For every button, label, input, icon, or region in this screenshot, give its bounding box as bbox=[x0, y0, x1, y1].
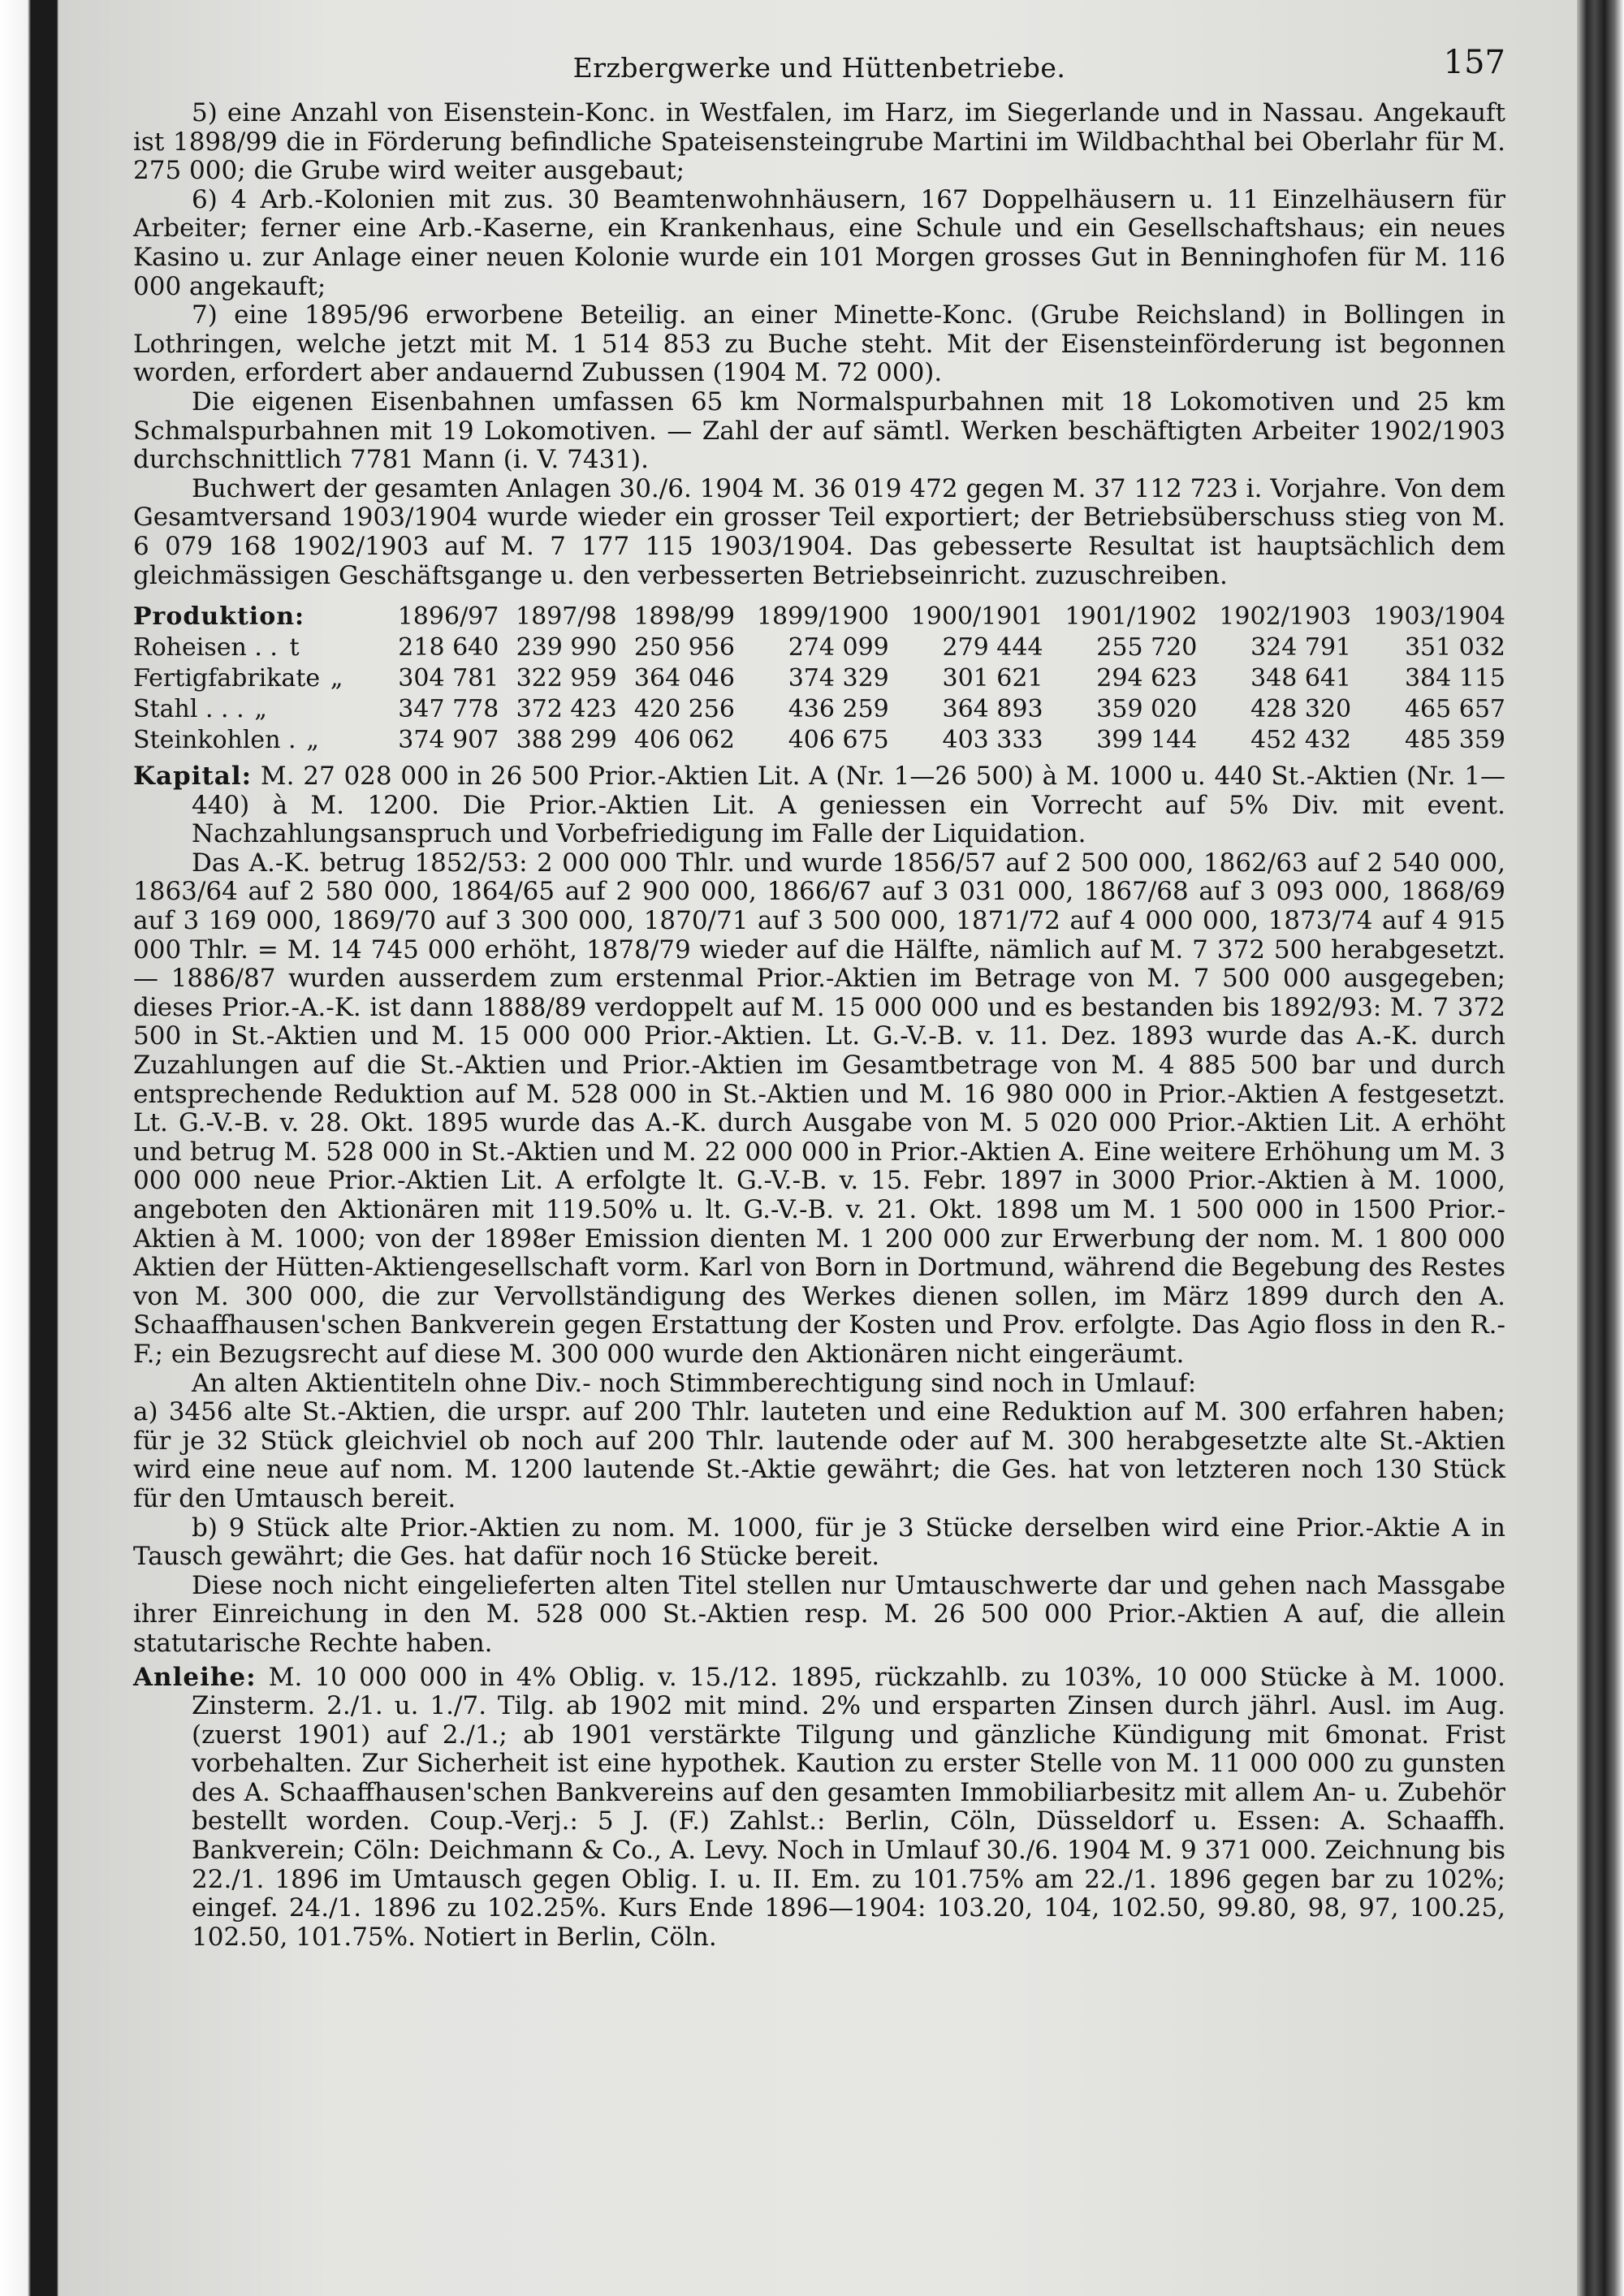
production-value: 364 046 bbox=[633, 664, 735, 693]
product-unit: „ bbox=[330, 664, 343, 693]
production-value: 420 256 bbox=[633, 695, 735, 724]
production-value: 364 893 bbox=[942, 695, 1043, 724]
alte-aktien-b: b) 9 Stück alte Prior.-Aktien zu nom. M. 1000, für je 3 Stücke derselben wird eine Prior.-Aktie A in Tausch gewährt; die Ges. hat dafür noch 16 Stücke bereit. bbox=[133, 1513, 1505, 1572]
production-value: 348 641 bbox=[1250, 664, 1352, 693]
production-value: 388 299 bbox=[516, 726, 617, 755]
year-header: 1903/1904 bbox=[1373, 602, 1505, 632]
production-value: 294 623 bbox=[1096, 664, 1198, 693]
production-value: 436 259 bbox=[788, 695, 889, 724]
page-header bbox=[133, 44, 1505, 99]
production-value: 274 099 bbox=[788, 633, 889, 662]
anleihe-paragraph bbox=[133, 1664, 1505, 1953]
scan-margin-left bbox=[0, 0, 58, 2296]
year-header: 1902/1903 bbox=[1219, 602, 1352, 632]
production-value: 403 333 bbox=[942, 726, 1043, 755]
production-value: 255 720 bbox=[1096, 633, 1198, 662]
production-value: 372 423 bbox=[516, 695, 617, 724]
kapital-label: Kapital: bbox=[133, 762, 253, 792]
production-table-block bbox=[133, 602, 1505, 756]
production-row bbox=[133, 694, 1505, 725]
kapital-text: M. 27 028 000 in 26 500 Prior.-Aktien Lit. A (Nr. 1—26 500) à M. 1000 u. 440 St.-Aktien (Nr. 1—440) à M. 1200. Die Prior.-Aktien Lit. A geniessen ein Vorrecht auf 5% Div. mit event. Nachzahlungsanspruch und Vorbefriedigung im Falle der Liquidation. bbox=[192, 762, 1505, 849]
product-name: Roheisen . . bbox=[133, 633, 278, 662]
running-title: Erzbergwerke und Hüttenbetriebe. bbox=[572, 52, 1066, 84]
umtausch-paragraph: Diese noch nicht eingelieferten alten Titel stellen nur Umtauschwerte dar und gehen nach Massgabe ihrer Einreichung in den M. 528 000 St.-Aktien resp. M. 26 500 000 Prior.-Aktien A auf, die allein statutarische Rechte haben. bbox=[133, 1570, 1505, 1658]
page-number: 157 bbox=[1443, 44, 1505, 81]
production-value: 374 329 bbox=[788, 664, 889, 693]
production-value: 304 781 bbox=[398, 664, 499, 693]
production-value: 347 778 bbox=[398, 695, 499, 724]
production-value: 239 990 bbox=[516, 633, 617, 662]
production-row bbox=[133, 632, 1505, 663]
production-label: Produktion: bbox=[133, 602, 305, 632]
alte-aktien-intro: An alten Aktientiteln ohne Div.- noch Stimmberechtigung sind noch in Umlauf: bbox=[192, 1368, 1197, 1398]
production-row bbox=[133, 725, 1505, 756]
product-unit: t bbox=[289, 633, 300, 662]
production-value: 452 432 bbox=[1250, 726, 1352, 755]
kapital-history: Das A.-K. betrug 1852/53: 2 000 000 Thlr. und wurde 1856/57 auf 2 500 000, 1862/63 auf 2 540 000, 1863/64 auf 2 580 000, 1864/65 auf 2 900 000, 1866/67 auf 3 031 000, 1867/68 auf 3 093 000, 1868/69 auf 3 169 000, 1869/70 auf 3 300 000, 1870/71 auf 3 500 000, 1871/72 auf 4 000 000, 1873/74 auf 4 915 000 Thlr. = M. 14 745 000 erhöht, 1878/79 wieder auf die Hälfte, nämlich auf M. 7 372 500 herabgesetzt. — 1886/87 wurden ausserdem zum erstenmal Prior.-Aktien im Betrage von M. 7 500 000 ausgegeben; dieses Prior.-A.-K. ist dann 1888/89 verdoppelt auf M. 15 000 000 und es bestanden bis 1892/93: M. 7 372 500 in St.-Aktien und M. 15 000 000 Prior.-Aktien. Lt. G.-V.-B. v. 11. Dez. 1893 wurde das A.-K. durch Zuzahlungen auf die St.-Aktien und Prior.-Aktien im Gesamtbetrage von M. 4 885 500 bar und durch entsprechende Reduktion auf M. 528 000 in St.-Aktien und M. 16 980 000 in Prior.-Aktien A festgesetzt. Lt. G.-V.-B. v. 28. Okt. 1895 wurde das A.-K. durch Ausgabe von M. 5 020 000 Prior.-Aktien Lit. A erhöht und betrug M. 528 000 in St.-Aktien und M. 22 000 000 in Prior.-Aktien A. Eine weitere Erhöhung um M. 3 000 000 neue Prior.-Aktien Lit. A erfolgte lt. G.-V.-B. v. 15. Febr. 1897 in 3000 Prior.-Aktien à M. 1000, angeboten den Aktionären mit 119.50% u. lt. G.-V.-B. v. 21. Okt. 1898 um M. 1 500 000 in 1500 Prior.-Aktien à M. 1000; von der 1898er Emission dienten M. 1 200 000 zur Erwerbung der nom. M. 1 800 000 Aktien der Hütten-Aktiengesellschaft vorm. Karl von Born in Dortmund, während die Begebung des Restes von M. 300 000, die zur Vervollständigung des Werkes dienen sollen, im März 1899 durch den A. Schaaffhausen'schen Bankverein gegen Erstattung der Kosten und Prov. erfolgte. Das Agio floss in den R.-F.; ein Bezugsrecht auf diese M. 300 000 wurde den Aktionären nicht eingeräumt. bbox=[133, 848, 1505, 1369]
text-column bbox=[133, 44, 1505, 1952]
production-value: 301 621 bbox=[942, 664, 1043, 693]
production-value: 279 444 bbox=[942, 633, 1043, 662]
production-value: 406 062 bbox=[633, 726, 735, 755]
production-value: 384 115 bbox=[1404, 664, 1505, 693]
paragraph-railways: Die eigenen Eisenbahnen umfassen 65 km Normalspurbahnen mit 18 Lokomotiven und 25 km Schmalspurbahnen mit 19 Lokomotiven. — Zahl der auf sämtl. Werken beschäftigten Arbeiter 1902/1903 durchschnittlich 7781 Mann (i. V. 7431). bbox=[133, 386, 1505, 475]
year-header: 1900/1901 bbox=[910, 602, 1043, 632]
production-value: 485 359 bbox=[1404, 726, 1505, 755]
production-row-label bbox=[133, 663, 381, 694]
year-header: 1896/97 bbox=[397, 602, 499, 632]
production-value: 374 907 bbox=[398, 726, 499, 755]
scan-margin-right bbox=[1577, 0, 1624, 2296]
production-value: 322 959 bbox=[516, 664, 617, 693]
year-header: 1898/99 bbox=[633, 602, 735, 632]
production-value: 406 675 bbox=[788, 726, 889, 755]
paragraph-book-value: Buchwert der gesamten Anlagen 30./6. 1904 M. 36 019 472 gegen M. 37 112 723 i. Vorjahre. Von dem Gesamtversand 1903/1904 wurde wieder ein grosser Teil exportiert; der Betriebsüberschuss stieg von M. 6 079 168 1902/1903 auf M. 7 177 115 1903/1904. Das gebesserte Resultat ist hauptsächlich dem gleichmässigen Geschäftsgange u. den verbesserten Betriebseinricht. zuzuschreiben. bbox=[133, 473, 1505, 590]
production-value: 428 320 bbox=[1250, 695, 1352, 724]
product-name: Fertigfabrikate bbox=[133, 664, 321, 693]
production-value: 250 956 bbox=[633, 633, 735, 662]
production-value: 399 144 bbox=[1096, 726, 1198, 755]
production-row-label bbox=[133, 694, 381, 725]
paragraph-item-5: 5) eine Anzahl von Eisenstein-Konc. in Westfalen, im Harz, im Siegerlande und in Nassau. Angekauft ist 1898/99 die in Förderung befindliche Spateisensteingrube Martini im Wildbachthal bei Oberlahr für M. 275 000; die Grube wird weiter ausgebaut; bbox=[133, 98, 1505, 186]
paragraph-item-7: 7) eine 1895/96 erworbene Beteilig. an einer Minette-Konc. (Grube Reichsland) in Bollingen in Lothringen, welche jetzt mit M. 1 514 853 zu Buche steht. Mit der Eisensteinförderung ist begonnen worden, erfordert aber andauernd Zubussen (1904 M. 72 000). bbox=[133, 300, 1505, 388]
production-value: 324 791 bbox=[1250, 633, 1352, 662]
product-unit: „ bbox=[254, 695, 267, 724]
production-header-row bbox=[133, 602, 1505, 632]
book-page bbox=[58, 0, 1577, 2296]
production-body bbox=[133, 632, 1505, 756]
production-table bbox=[133, 602, 1505, 756]
production-row bbox=[133, 663, 1505, 694]
anleihe-label: Anleihe: bbox=[133, 1662, 257, 1692]
production-value: 465 657 bbox=[1404, 695, 1505, 724]
production-value: 359 020 bbox=[1096, 695, 1198, 724]
alte-aktien-a: a) 3456 alte St.-Aktien, die urspr. auf 200 Thlr. lauteten und eine Reduktion auf M. 300 erfahren haben; für je 32 Stück gleichviel ob noch auf 200 Thlr. lautende oder auf M. 300 herabgesetzte alte St.-Aktien wird eine neue auf nom. M. 1200 lautende St.-Aktie gewährt; die Ges. hat von letzteren noch 130 Stück für den Umtausch bereit. bbox=[133, 1397, 1505, 1513]
paragraph-item-6: 6) 4 Arb.-Kolonien mit zus. 30 Beamtenwohnhäusern, 167 Doppelhäusern u. 11 Einzelhäusern für Arbeiter; ferner eine Arb.-Kaserne, ein Krankenhaus, eine Schule und ein Gesellschaftshaus; ein neues Kasino u. zur Anlage einer neuen Kolonie wurde ein 101 Morgen grosses Gut in Benninghofen für M. 116 000 angekauft; bbox=[133, 184, 1505, 301]
production-value: 351 032 bbox=[1404, 633, 1505, 662]
production-row-label bbox=[133, 632, 381, 663]
production-row-label bbox=[133, 725, 381, 756]
kapital-paragraph bbox=[133, 762, 1505, 849]
year-header: 1897/98 bbox=[516, 602, 617, 632]
year-header: 1901/1902 bbox=[1065, 602, 1198, 632]
anleihe-text: M. 10 000 000 in 4% Oblig. v. 15./12. 1895, rückzahlb. zu 103%, 10 000 Stücke à M. 1000. Zinsterm. 2./1. u. 1./7. Tilg. ab 1902 mit mind. 2% und ersparten Zinsen durch jährl. Ausl. im Aug. (zuerst 1901) auf 2./1.; ab 1901 verstärkte Tilgung und gänzliche Kündigung mit 6monat. Frist vorbehalten. Zur Sicherheit ist eine hypothek. Kaution zu erster Stelle von M. 11 000 000 zu gunsten des A. Schaaffhausen'schen Bankvereins auf den gesamten Immobiliarbesitz mit allem An- u. Zubehör bestellt worden. Coup.-Verj.: 5 J. (F.) Zahlst.: Berlin, Cöln, Düsseldorf u. Essen: A. Schaaffh. Bankverein; Cöln: Deichmann & Co., A. Levy. Noch in Umlauf 30./6. 1904 M. 9 371 000. Zeichnung bis 22./1. 1896 im Umtausch gegen Oblig. I. u. II. Em. zu 101.75% am 22./1. 1896 gegen bar zu 102%; eingef. 24./1. 1896 zu 102.25%. Kurs Ende 1896—1904: 103.20, 104, 102.50, 99.80, 98, 97, 100.25, 102.50, 101.75%. Notiert in Berlin, Cöln. bbox=[192, 1662, 1505, 1952]
product-unit: „ bbox=[306, 726, 319, 755]
product-name: Stahl . . . bbox=[133, 695, 244, 724]
product-name: Steinkohlen . bbox=[133, 726, 296, 755]
year-header: 1899/1900 bbox=[756, 602, 889, 632]
production-value: 218 640 bbox=[398, 633, 499, 662]
